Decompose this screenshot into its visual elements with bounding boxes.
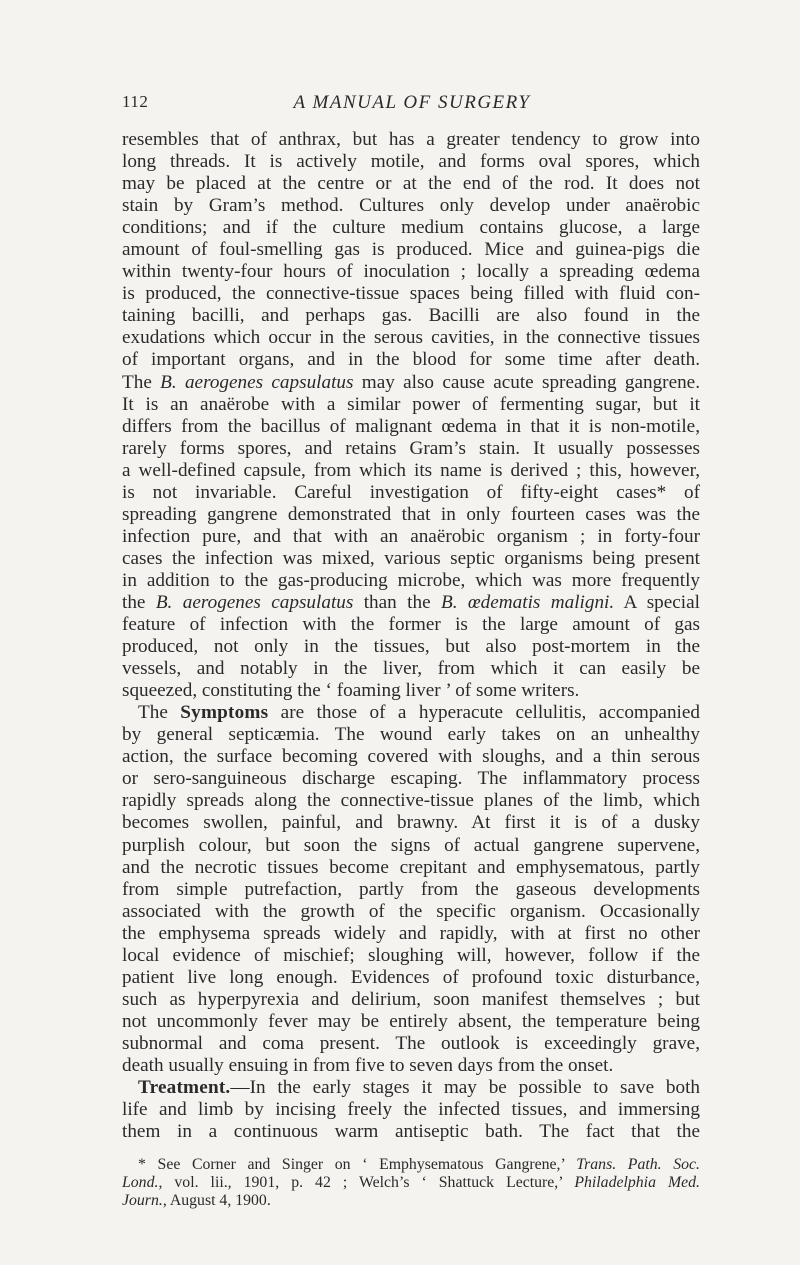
organism-name: B. œdematis maligni. (440, 591, 615, 613)
text-line: of important organs, and in the blood for some time after death. (122, 349, 700, 371)
text-line: It is an anaërobe with a similar power of fermenting sugar, but it (122, 393, 700, 415)
footnote (122, 1156, 700, 1210)
text-line: amount of foul-smelling gas is produced. Mice and guinea-pigs die (122, 239, 700, 261)
text-line: purplish colour, but soon the signs of actual gangrene supervene, (122, 834, 700, 856)
text-line: a well-defined capsule, from which its name is derived ; this, however, (122, 459, 700, 481)
text-line: within twenty-four hours of inoculation ; locally a spreading œdema (122, 261, 700, 283)
text-line: such as hyperpyrexia and delirium, soon manifest themselves ; but (122, 988, 700, 1010)
text-line: The B. aerogenes capsulatus may also cause acute spreading gangrene. (122, 371, 700, 393)
text-line: them in a continuous warm antiseptic bath. The fact that the (122, 1121, 700, 1143)
text-line: becomes swollen, painful, and brawny. At first it is of a dusky (122, 812, 700, 834)
text-line: from simple putrefaction, partly from the gaseous developments (122, 878, 700, 900)
text-line: taining bacilli, and perhaps gas. Bacilli are also found in the (122, 305, 700, 327)
text-line: The Symptoms are those of a hyperacute cellulitis, accompanied (138, 702, 700, 724)
text-line: rarely forms spores, and retains Gram’s stain. It usually possesses (122, 437, 700, 459)
text-line: patient live long enough. Evidences of profound toxic disturbance, (122, 966, 700, 988)
text-line: in addition to the gas-producing microbe, which was more frequently (122, 569, 700, 591)
text-line: is not invariable. Careful investigation of fifty-eight cases* of (122, 481, 700, 503)
section-heading-treatment: Treatment. (138, 1077, 231, 1099)
text-line: rapidly spreads along the connective-tissue planes of the limb, which (122, 790, 700, 812)
text-line: long threads. It is actively motile, and forms oval spores, which (122, 151, 700, 173)
text-line: associated with the growth of the specific organism. Occasionally (122, 900, 700, 922)
text-line: infection pure, and that with an anaërobic organism ; in forty-four (122, 525, 700, 547)
text-line: life and limb by incising freely the infected tissues, and immersing (122, 1099, 700, 1121)
text-line: exudations which occur in the serous cavities, in the connective tissues (122, 327, 700, 349)
text-line: conditions; and if the culture medium contains glucose, a large (122, 217, 700, 239)
text-line: differs from the bacillus of malignant œdema in that it is non-motile, (122, 415, 700, 437)
page-header (122, 92, 702, 116)
text-line: or sero-sanguineous discharge escaping. The inflammatory process (122, 768, 700, 790)
running-head: A MANUAL OF SURGERY (293, 92, 531, 113)
text-line: local evidence of mischief; sloughing will, however, follow if the (122, 944, 700, 966)
footnote-line: Journ., August 4, 1900. (122, 1192, 271, 1209)
section-heading-symptoms: Symptoms (180, 702, 269, 724)
text-line: squeezed, constituting the ‘ foaming liver ’ of some writers. (122, 680, 580, 702)
text-line: feature of infection with the former is the large amount of gas (122, 614, 700, 636)
text-line: subnormal and coma present. The outlook is exceedingly grave, (122, 1032, 700, 1054)
text-line: is produced, the connective-tissue spaces being filled with fluid con- (122, 283, 700, 305)
text-line: cases the infection was mixed, various septic organisms being present (122, 547, 700, 569)
text-line: and the necrotic tissues become crepitant and emphysematous, partly (122, 856, 700, 878)
text-line: by general septicæmia. The wound early takes on an unhealthy (122, 724, 700, 746)
body-text (122, 129, 700, 1143)
text-line: spreading gangrene demonstrated that in only fourteen cases was the (122, 503, 700, 525)
text-line: Treatment.—In the early stages it may be possible to save both (138, 1077, 700, 1099)
text-line: not uncommonly fever may be entirely absent, the temperature being (122, 1010, 700, 1032)
footnote-line: Lond., vol. lii., 1901, p. 42 ; Welch’s ‘ Shattuck Lecture,’ Philadelphia Med. (122, 1174, 700, 1191)
text-line: vessels, and notably in the liver, from which it can easily be (122, 658, 700, 680)
footnote-line: * See Corner and Singer on ‘ Emphysematous Gangrene,’ Trans. Path. Soc. (138, 1156, 700, 1173)
text-line: the B. aerogenes capsulatus than the B. œdematis maligni. A special (122, 591, 700, 613)
text-line: resembles that of anthrax, but has a greater tendency to grow into (122, 129, 700, 150)
text-line: may be placed at the centre or at the end of the rod. It does not (122, 173, 700, 195)
organism-name: B. aerogenes capsulatus (160, 371, 354, 393)
text-line: action, the surface becoming covered with sloughs, and a thin serous (122, 746, 700, 768)
text-line: produced, not only in the tissues, but also post-mortem in the (122, 636, 700, 658)
text-line: death usually ensuing in from five to seven days from the onset. (122, 1054, 614, 1076)
text-line: stain by Gram’s method. Cultures only develop under anaërobic (122, 195, 700, 217)
page-number: 112 (122, 92, 149, 111)
organism-name: B. aerogenes capsulatus (155, 591, 354, 613)
text-line: the emphysema spreads widely and rapidly, with at first no other (122, 922, 700, 944)
